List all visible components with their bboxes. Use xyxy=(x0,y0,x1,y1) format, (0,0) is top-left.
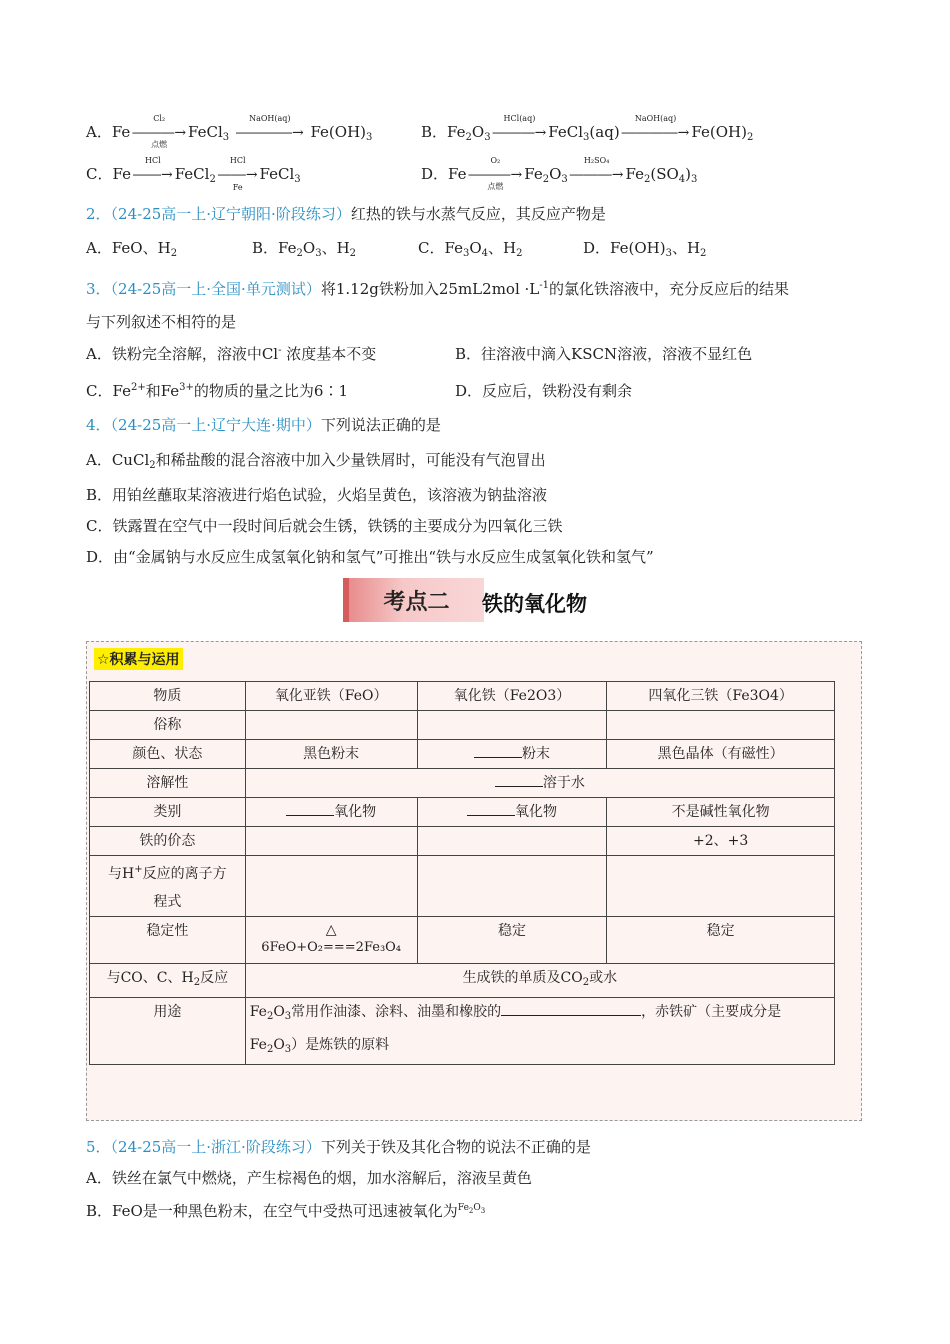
q4-option-b[interactable]: B．用铂丝蘸取某溶液进行焰色试验，火焰呈黄色，该溶液为钠盐溶液 xyxy=(86,486,548,504)
q4-option-c[interactable]: C．铁露置在空气中一段时间后就会生锈，铁锈的主要成分为四氧化三铁 xyxy=(86,517,563,535)
question-3: 3．（24-25高一上·全国·单元测试）将1.12g铁粉加入$25mL2mol \cdot L^{-1}$的氯化铁溶液中，充分反应后的结果 xyxy=(86,280,790,298)
table-row: 与H+反应的离子方 程式 xyxy=(90,856,835,917)
section-badge: 考点二 xyxy=(343,578,484,622)
q3-line2: 与下列叙述不相符的是 xyxy=(86,313,237,331)
q2-option-c[interactable]: C．$Fe_3O_4$、$H_2$ xyxy=(418,239,523,259)
table-row: 铁的价态 +2、+3 xyxy=(90,827,835,856)
blank-field xyxy=(495,772,543,787)
section-title: 铁的氧化物 xyxy=(482,592,587,616)
q2-option-d[interactable]: D．$Fe(OH)_3$、$H_2$ xyxy=(583,239,707,259)
table-row: 颜色、状态 黑色粉末 粉末 黑色晶体（有磁性） xyxy=(90,740,835,769)
blank-field xyxy=(501,1001,641,1016)
q3-option-b[interactable]: B．往溶液中滴入KSCN溶液，溶液不显红色 xyxy=(455,345,753,363)
table-row: 溶解性 溶于水 xyxy=(90,769,835,798)
iron-oxides-table xyxy=(89,681,835,1065)
table-row: 稳定性 △ 6FeO+O₂===2Fe₃O₄ 稳定 稳定 xyxy=(90,917,835,964)
blank-field xyxy=(474,743,522,758)
blank-field xyxy=(286,801,334,816)
q2-option-b[interactable]: B．$Fe_2O_3$、$H_2$ xyxy=(252,239,357,259)
knowledge-tag: ☆积累与运用 xyxy=(94,648,183,670)
q1-option-c[interactable]: C．Fe ――→ HCl FeCl$_2$ ――→ HCl Fe FeCl$_3$ xyxy=(86,156,301,192)
table-row: 俗称 xyxy=(90,711,835,740)
table-row: 与CO、C、$H_2$反应 生成铁的单质及$CO_2$或水 xyxy=(90,964,835,998)
q1-option-b[interactable]: B．$Fe_2O_3$ ―――→ HCl(aq) FeCl$_3$(aq) ――――→ NaOH(aq) $Fe(OH)_2$ xyxy=(421,114,754,143)
q3-option-d[interactable]: D．反应后，铁粉没有剩余 xyxy=(455,382,633,400)
q3-option-c[interactable]: C．$Fe^{2+}$和$Fe^{3+}$的物质的量之比为6∶1 xyxy=(86,382,349,400)
blank-field xyxy=(467,801,515,816)
q5-option-b[interactable]: B．FeO是一种黑色粉末，在空气中受热可迅速被氧化为$^{Fe_2O_3}$ xyxy=(86,1202,486,1220)
q1-option-a[interactable]: A．Fe ―――→ Cl₂ 点燃 FeCl$_3$ ――――→ NaOH(aq) $Fe(OH)_3$ xyxy=(86,114,373,149)
table-row: 类别 氧化物 氧化物 不是碱性氧化物 xyxy=(90,798,835,827)
q3-option-a[interactable]: A．铁粉完全溶解，溶液中Cl- 浓度基本不变 xyxy=(86,345,377,363)
q2-option-a[interactable]: A．FeO、$H_2$ xyxy=(86,239,178,259)
table-row: 物质 氧化亚铁（FeO） 氧化铁（Fe2O3） 四氧化三铁（Fe3O4） xyxy=(90,682,835,711)
q4-option-a[interactable]: A．CuCl$_2$和稀盐酸的混合溶液中加入少量铁屑时，可能没有气泡冒出 xyxy=(86,451,546,471)
question-2: 2．（24-25高一上·辽宁朝阳·阶段练习）红热的铁与水蒸气反应，其反应产物是 xyxy=(86,205,606,223)
table-row: 用途 $Fe_2O_3$常用作油漆、涂料、油墨和橡胶的 ，赤铁矿（主要成分是 $Fe_2O_3$）是炼铁的原料 xyxy=(90,998,835,1065)
question-4: 4．（24-25高一上·辽宁大连·期中）下列说法正确的是 xyxy=(86,416,441,434)
q5-option-a[interactable]: A．铁丝在氯气中燃烧，产生棕褐色的烟，加水溶解后，溶液呈黄色 xyxy=(86,1169,532,1187)
q1-option-d[interactable]: D．Fe ―――→ O₂ 点燃 $Fe_2O_3$ ―――→ H₂SO₄ $Fe_2(SO_4)_3$ xyxy=(421,156,698,191)
q4-option-d[interactable]: D．由“金属钠与水反应生成氢氧化钠和氢气”可推出“铁与水反应生成氢氧化铁和氢气” xyxy=(86,548,654,566)
question-5: 5．（24-25高一上·浙江·阶段练习）下列关于铁及其化合物的说法不正确的是 xyxy=(86,1138,591,1156)
